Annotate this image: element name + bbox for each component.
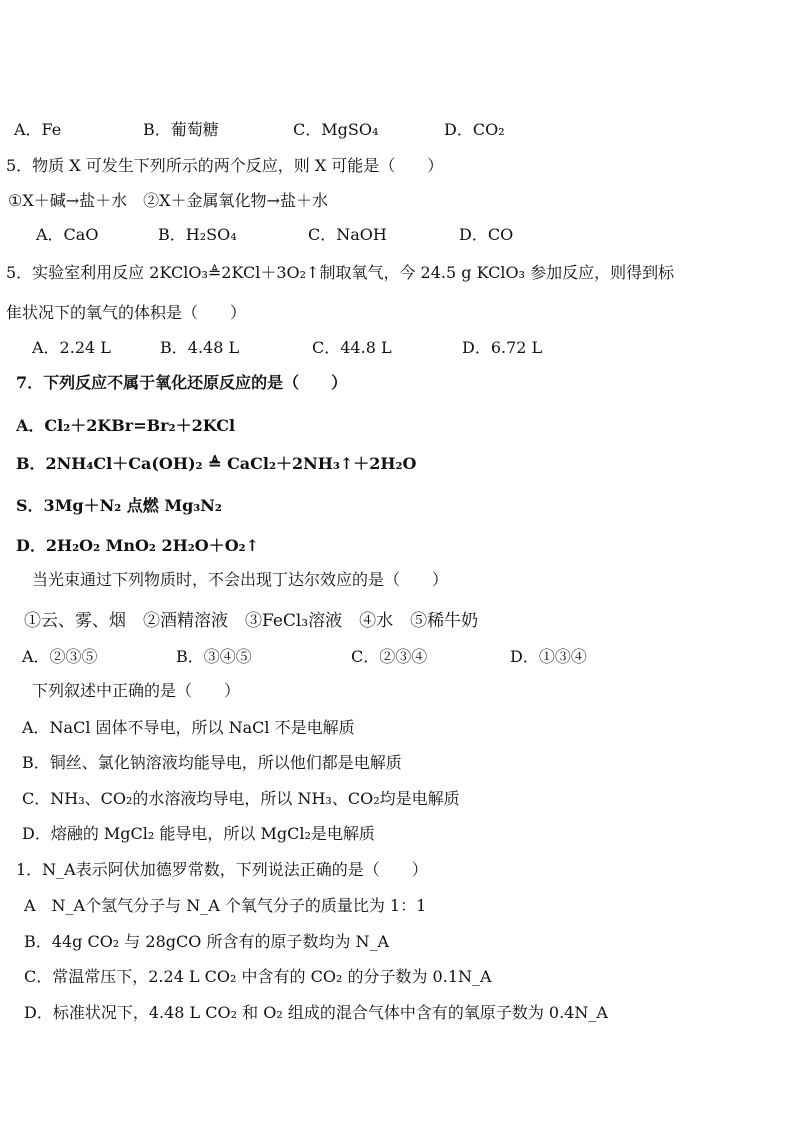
q7-option-b: B．2NH₄Cl＋Ca(OH)₂ ≜ CaCl₂＋2NH₃↑＋2H₂O (16, 454, 417, 473)
q6-option-a: A．2.24 L (32, 338, 111, 357)
q9-option-a: A．NaCl 固体不导电，所以 NaCl 不是电解质 (22, 718, 355, 737)
q7-option-a: A．Cl₂＋2KBr=Br₂＋2KCl (16, 416, 236, 435)
q4-option-d: D．CO₂ (444, 120, 505, 139)
q6-option-d: D．6.72 L (462, 338, 543, 357)
q6-stem-line2: 隹状况下的氧气的体积是（ ） (6, 303, 247, 322)
q10-option-b: B．44g CO₂ 与 28gCO 所含有的原子数均为 N_A (24, 932, 390, 951)
q10-option-d: D．标准状况下，4.48 L CO₂ 和 O₂ 组成的混合气体中含有的氧原子数为 0.4N_A (24, 1003, 608, 1022)
q5-option-b: B．H₂SO₄ (158, 225, 237, 244)
q6-option-b: B．4.48 L (160, 338, 240, 357)
q10-stem: 1．N_A表示阿伏加德罗常数，下列说法正确的是（ ） (16, 860, 428, 879)
q9-stem: 下列叙述中正确的是（ ） (32, 681, 241, 700)
q5-option-a: A．CaO (36, 225, 99, 244)
q5-option-c: C．NaOH (308, 225, 387, 244)
q8-stem: 当光束通过下列物质时，不会出现丁达尔效应的是（ ） (32, 570, 449, 589)
q9-option-b: B．铜丝、氯化钠溶液均能导电，所以他们都是电解质 (22, 753, 402, 772)
q7-stem: 7．下列反应不属于氧化还原反应的是（ ） (16, 373, 348, 392)
q10-option-a: A N_A个氢气分子与 N_A 个氧气分子的质量比为 1：1 (24, 896, 427, 915)
q8-items: ①云、雾、烟 ②酒精溶液 ③FeCl₃溶液 ④水 ⑤稀牛奶 (24, 611, 479, 631)
q5-option-d: D．CO (459, 225, 514, 244)
q8-option-d: D．①③④ (510, 647, 587, 666)
q4-option-b: B．葡萄糖 (143, 120, 219, 139)
q10-option-c: C．常温常压下，2.24 L CO₂ 中含有的 CO₂ 的分子数为 0.1N_A (24, 967, 492, 986)
q8-option-a: A．②③⑤ (22, 647, 98, 666)
q4-option-c: C．MgSO₄ (293, 120, 379, 139)
q7-option-c: S．3Mg＋N₂ 点燃 Mg₃N₂ (16, 496, 222, 515)
q7-option-d: D．2H₂O₂ MnO₂ 2H₂O＋O₂↑ (16, 536, 260, 555)
q6-option-c: C．44.8 L (312, 338, 392, 357)
q6-stem-line1: 5．实验室利用反应 2KClO₃≜2KCl＋3O₂↑制取氧气，今 24.5 g KClO₃ 参加反应，则得到标 (6, 263, 675, 282)
q5-stem: 5．物质 X 可发生下列所示的两个反应，则 X 可能是（ ） (6, 156, 444, 175)
q9-option-d: D．熔融的 MgCl₂ 能导电，所以 MgCl₂是电解质 (22, 824, 375, 843)
q8-option-c: C．②③④ (351, 647, 428, 666)
q9-option-c: C．NH₃、CO₂的水溶液均导电，所以 NH₃、CO₂均是电解质 (22, 789, 460, 808)
q8-option-b: B．③④⑤ (176, 647, 252, 666)
q5-reactions: ①X＋碱→盐＋水 ②X＋金属氧化物→盐＋水 (8, 191, 328, 210)
q4-option-a: A．Fe (14, 120, 62, 139)
